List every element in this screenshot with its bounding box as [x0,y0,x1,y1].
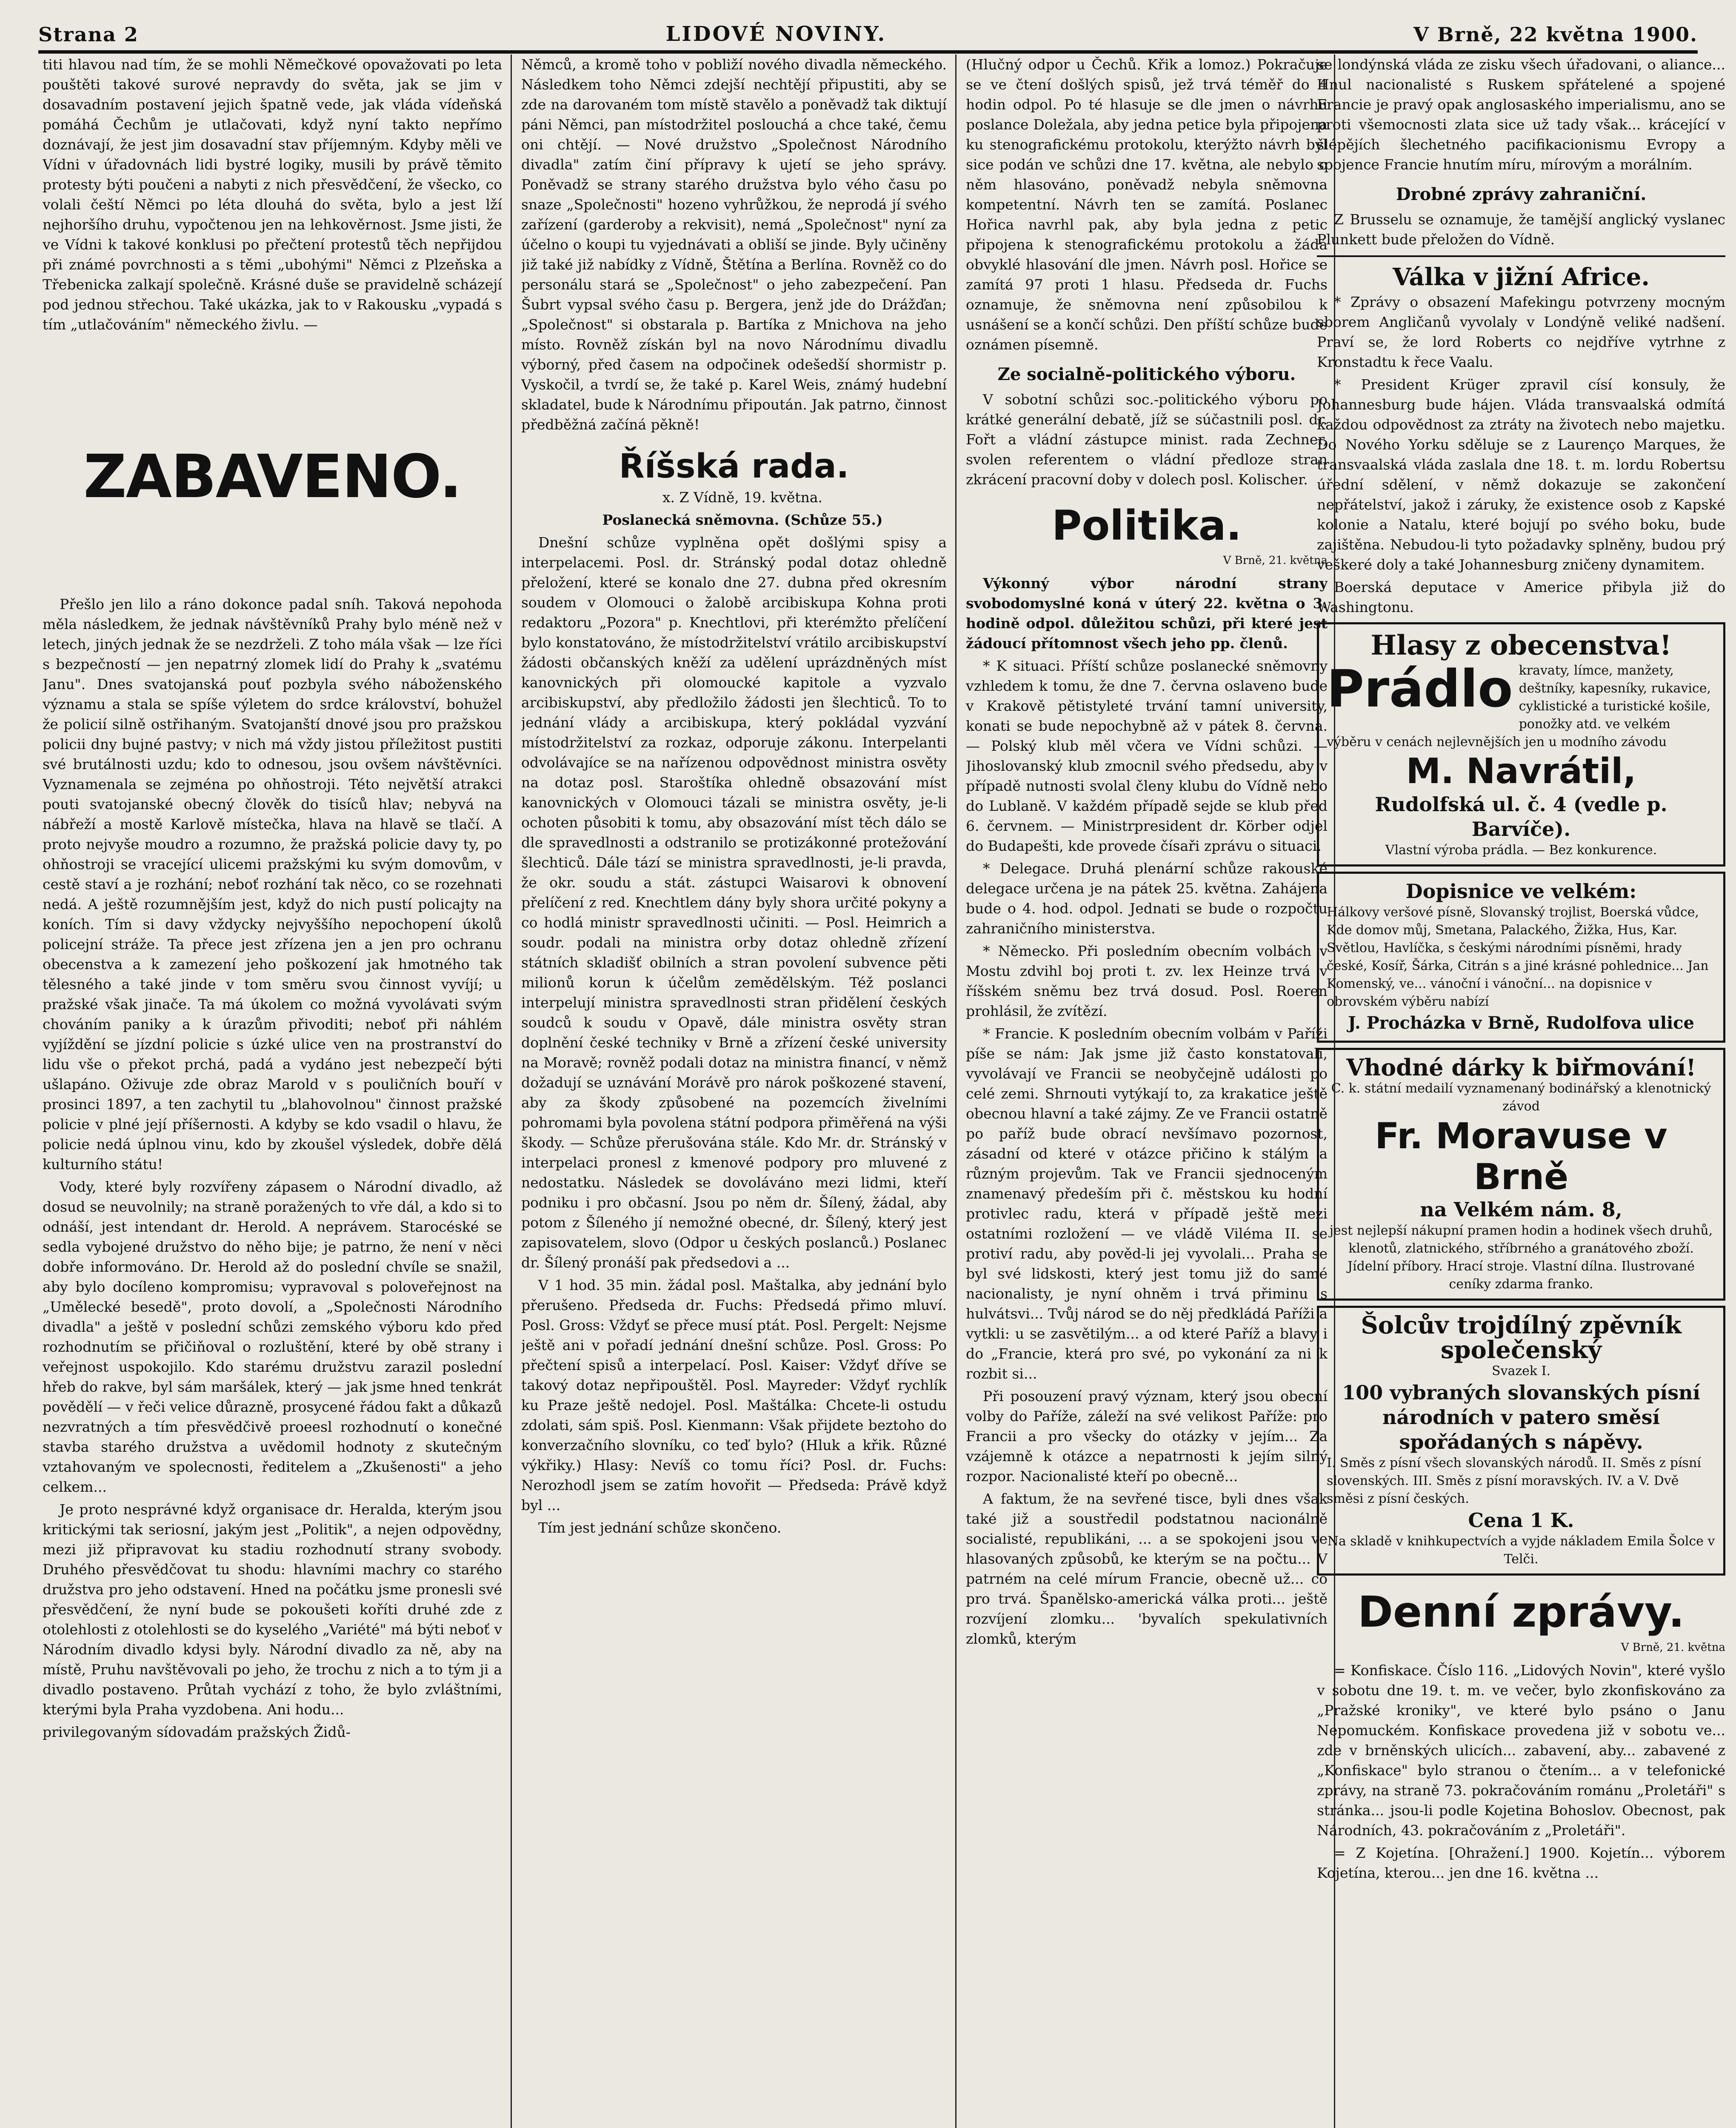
ad-text: jest nejlepší nákupní pramen hodin a hodinek všech druhů, klenotů, zlatnického, stříbrného a granátového zboží. Jídelní příbory. Hrací stroje. Vlastní dílna. Ilustrované ceníky zdarma franko. [1329,1223,1713,1292]
section-heading: Denní zprávy. [1357,1587,1685,1637]
ad-merchant-name: J. Procházka v Brně, Rudolfova ulice [1348,1013,1694,1033]
article-paragraph: = Z Kojetína. [Ohražení.] 1900. Kojetín... výborem Kojetína, kterou... jen dne 16. května ... [1317,1845,1725,1881]
ad-heading: Vhodné dárky k biřmování! [1346,1054,1696,1081]
article-paragraph: Přešlo jen lilo a ráno dokonce padal sníh. Taková nepohoda měla následkem, že jednak návštěvníků Prahy bylo méně než v letech, jiných jednak že se nezdrželi. Z toho mála však — lze říci s bezpečností — jen nepatrný zlomek lidí do Prahy k „svatému Janu". Dnes svatojanská pouť pozbyla svého náboženského významu a stala se spíše výletem do srdce království, bohužel že policií silně ostřihaným. Svatojanští dnové jsou pro pražskou policii dny bujné pastvy; v nich má vždy jistou příležitost pustiti své brutálnosti uzdu; kdo to odnesou, jsou ovšem návštěvníci. Vyznamenala se zejména po ohňostroji. Této největší atrakci pouti svatojanské obecný člověk do tisíců hlav; nebyvá na nábřeží a mostě Karlově místečka, hlava na hlavě se tlačí. A proto nejvyše moudro a rozumno, že pražská policie davy ty, po ohňostroji se vracející ulicemi pražskými ku svým domovům, v cestě staví a je rozhání; neboť rozhání tak něco, co se rozehnati nedá. A ještě rozumnějším jest, když do nich pustí policajty na koních. Tím si davy vždycky nejvyššího nepochopení úkolů policejní stráže. Ta přece jest zřízena jen a jen pro ochranu obecenstva a k zamezení jeho poškození jak hmotného tak tělesného a také jinde v tom směru svou činnost vyvíjí; u pražské však jinače. Ta má úkolem co možná vyvolávati svým chováním paniky a k úrazům přivoditi; neboť při náhlém vyjíždění se jízdní policie s úzké ulice ven na prostranství do lidu vše o překot prchá, padá a vydáno jest nebezpečí býti ušlapáno. Oživuje zde obraz Marold v s pouličních bouří v prosinci 1897, a ten zachytil tu „blahovolnou" činnost pražské policie v plné její příšernosti. A kdyby se kdo vsadil o hlavu, že policie nedá úplnou vinu, kdo by zkoušel výsledek, dobře dělá kulturního státu! [43,596,502,1173]
column-2 [521,54,947,2128]
ad-subline: Vlastní výroba prádla. — Bez konkurence. [1385,843,1657,858]
advertisement-navratil [1317,622,1725,867]
section-subheading: Poslanecká sněmovna. (Schůze 55.) [602,512,883,528]
ad-publisher: Na skladě v knihkupectvích a vyjde nákladem Emila Šolce v Telči. [1327,1534,1715,1567]
column-rule [955,54,957,2128]
ad-address: na Velkém nám. 8, [1420,1198,1622,1221]
advertisement-solc [1317,1306,1725,1576]
section-heading: Říšská rada. [619,447,849,486]
article-paragraph: Němců, a kromě toho v pobliží nového divadla německého. Následkem toho Němci zdejší nechtějí připustiti, aby se zde na darovaném tom místě stavělo a poněvadž tak diktují páni Němci, pan místodržitel poslouchá a chce také, čemu oni chtějí. — Nové družstvo „Společnost Národního divadla" zatím činí přípravy k ujetí se jeho správy. Poněvadž se strany starého družstva bylo vého času po snaze „Společnosti" hozeno vyhrůžkou, že neprodá jí svého zařízení (garderoby a rekvisit), nemá „Společnost" nyní za účelno o koupi tu vyjednávati a obliší se jinde. Byly učiněny již také již nabídky z Vídně, Štětína a Berlína. Rovněž co do personálu stará se „Společnost" o jeho zabezpečení. Pan Šubrt vypsal svého času p. Bergera, jenž jde do Drážďan; „Společnost" si obstarala p. Bartíka z Mnichova na jeho místo. Rovněž získán byl na novo Národnímu divadlu výborný, před časem na odpočinek odešedší shormistr p. Vyskočil, a tvrdí se, že také p. Karel Weis, známý hudební skladatel, bude k Národnímu připoután. Jak patrno, činnost předběžná začíná pěkně! [521,56,947,433]
ad-heading: Šolcův trojdílný zpěvník společenský [1361,1311,1682,1364]
article-paragraph: Dnešní schůze vyplněna opět došlými spisy a interpelacemi. Posl. dr. Stránský podal dotaz ohledně přeložení, které se konalo dne 27. dubna před okresním soudem v Olomouci o žalobě arcibiskupa Kohna proti redaktoru „Pozora" p. Knechtlovi, při kterémžto přelíčení bylo konstatováno, že místodržitelství vrátilo arcibiskupství žádosti občanských kněží za udělení uprázdněných míst kanovnických při olomoucké kapitole a vyzvalo arcibiskupství, aby předložilo žádosti jen šlechticů. To to jednání vlády a arcibiskupa, který pokládal vyzvání místodržitelství za rozkaz, odporuje zákonu. Interpelanti odvolávajíce se na nařízenou odpovědnost ministra osvěty na dotaz posl. Staroštíka ohledně obsazování míst kanovnických v Olomouci tázali se ministra osvěty, je-li ochoten působiti k tomu, aby obsazování míst těch dálo se dle spravedlnosti a odstranilo se protizákonné protežování šlechticů. Dále tází se ministra spravedlnosti, je-li pravda, že okr. soudu a stát. zástupci Waisarovi k obnovení přelíčení z red. Knechtlem dány byly shora určité pokyny a co hodlá ministr spravedlnosti učiniti. — Posl. Heimrich a soudr. podali na ministra orby dotaz ohledně zřízení státních skladišť obilních a stran povolení subvence pěti milionů korun k účelům zemědělským. Též poslanci interpelují ministra spravedlnosti stran přidělení českých soudců k soudu v Opavě, dále ministra osvěty stran doplnění české techniky v Brně a zřízení české university na Moravě; rovněž podali dotaz na ministra financí, v němž dožadují se uznávání Morávě pro nárok poškozené stavení, aby za škody způsobené na pozemcích živelními pohromami byla povolena státní podpora přiměřená na výši škody. — Schůze přerušována stále. Kdo Mr. dr. Stránský v interpelaci pronesl z kmenové podpory pro mluvené z nedostatku. Následek se dovoláváno mezi lidmi, kteří podniku i pro občasní. Jsou po něm dr. Šílený, žádal, aby potom z Šíleného jí nemožné obecné, dr. Šílený, který jest zapisovatelem, slovo (Odpor u českých poslanců.) Poslanec dr. Šílený pronáší pak předsedovi a ... [521,534,947,1271]
article-paragraph: * President Krüger zpravil císí konsuly, že Johannesburg bude hájen. Vláda transvaalská odmítá každou odpovědnost za ztráty na životech nebo majetku. Do Nového Yorku sděluje se z Laurenço Marques, že transvaalská vláda zaslala dne 18. t. m. lordu Robertsu úřední sdělení, v němž dokazuje se zakončení nepřátelství, jakož i záruky, že existence osob z Kapské kolonie a Natalu, které bojují po svého boku, bude zajištěna. Nebudou-li tyto požadavky splněny, budou prý veškeré doly a také Johannesburg zničeny dynamitem. [1317,376,1725,573]
section-heading: Politika. [1051,502,1242,549]
ad-big-word: Prádlo [1327,660,1513,719]
ad-text: C. k. státní medailí vyznamenaný bodinářský a klenotnický závod [1331,1081,1711,1114]
article-paragraph: Výkonný výbor národní strany svobodomyslné koná v úterý 22. května o 3. hodině odpol. důležitou schůzi, při které jest žádoucí přítomnost všech jeho pp. členů. [966,575,1328,652]
censored-stamp: ZABAVENO. [83,442,461,512]
column-1 [43,54,502,2128]
ad-body [1327,662,1716,751]
article-paragraph: privilegovaným sídovadám pražských Židů- [43,1724,351,1740]
page-number: Strana 2 [38,23,139,46]
article-paragraph: (Hlučný odpor u Čechů. Křik a lomoz.) Pokračuje se ve čtení došlých spisů, jež trvá téměř do 4 hodin odpol. Po té hlasuje se dle jmen o návrhu poslance Doležala, aby jedna petice byla připojena ku stenografickému protokolu, kterýžto návrh byl sice podán ve schůzi dne 17. května, ale nebylo o něm hlasováno, poněvadž nebyla sněmovna kompetentní. Návrh ten se zamítá. Poslanec Hořica navrhl pak, aby byla jedna z petic připojena k stenografickému protokolu a žádá obvyklé hlasování dle jmen. Návrh posl. Hořice se zamítá 97 proti 1 hlasu. Předseda dr. Fuchs oznamuje, že sněmovna není způsobilou k usnášení se a končí schůzi. Den příští schůze bude oznámen písemně. [966,56,1328,353]
article-paragraph: A faktum, že na sevřené tisce, byli dnes však také již a soustředil podstatnou nacionálně socialisté, republikáni, ... a se spokojeni jsou ve hlasovaných způsobů, ke kterým se na počtu... V patrném na celé mírum Francie, obecně už... co pro trvá. Španělsko-americká válka proti... ještě rozvíjení zlomku... 'byvalích spekulativních zlomků, kterým [966,1490,1328,1647]
advertisement-prochazka [1317,872,1725,1043]
section-dateline: V Brně, 21. května [1621,1641,1725,1654]
ad-merchant-name: M. Navrátil, [1406,751,1636,792]
column-rule [511,54,512,2128]
article-paragraph: V 1 hod. 35 min. žádal posl. Maštalka, aby jednání bylo přerušeno. Předseda dr. Fuchs: Předsedá přimo mluví. Posl. Gross: Vždyť se přece musí ptát. Posl. Pergelt: Nejsme ještě ani v pořadí jednání dnešní schůze. Posl. Gross: Po přečtení spisů a interpelací. Posl. Kaiser: Vždyť dříve se takový dotaz nepřipouštěl. Posl. Mayreder: Vždyť rychlík ku Praze ještě nedojel. Posl. Maštálka: Chcete-li ostudu zdolati, sám spiš. Posl. Kienmann: Však přijdete beztoho do konverzačního slovníku, co teď bylo? (Hluk a křik. Různé výkřiky.) Hlasy: Nevíš co tomu říci? Posl. dr. Fuchs: Nerozhodl jsem se zatím hovořit — Předseda: Právě když byl ... [521,1277,947,1513]
column-4 [1317,54,1725,2128]
section-heading: Ze socialně-politického výboru. [997,364,1296,384]
ad-text: Hálkovy veršové písně, Slovanský trojlist, Boerská vůdce, Kde domov můj, Smetana, Palackého, Žižka, Hus, Kar. Světlou, Havlíčka, s českými národními písněmi, hrady české, Kosíř, Šárka, Citrán s a jiné krásné pohlednice... Jan Komenský, ve... vánoční i vánoční... na dopisnice v obrovském výběru nabízí [1327,905,1709,1009]
article-paragraph: titi hlavou nad tím, že se mohli Němečkové opovažovati po leta pouštěti takové surové nepravdy do světa, jak se jim v dosavadním postavení jejich špatně vede, jak vláda vídeňská pomáhá Čechům je utlačovati, když nyní takto nepřímo doznávají, že jest jim dosavadní stav příjemným. Kdyby měli ve Vídni v úřadovnách lidi bystré logiky, musili by právě těmito protesty býti poučeni a nabyti z nich přesvědčení, že všecko, co volali čeští Němci po léta dlouhá do světa, bylo a jest lží nejhoršího druhu, vypočtenou jen na lehkověrnost. Jsme jisti, že ve Vídni k takové konklusi po přečtení protestů těch nepřijdou při známé povrchnosti a s těmi „ubohými" Němci z Plzeňska a Třebenicka zalkají společně. Krásné duše se pravidelně scházejí pod jednou střechou. Také ukázka, jak to v Rakousku „vypadá s tím „utlačováním" německého živlu. — [43,56,502,333]
ad-title: 100 vybraných slovanských písní národních v patero směsí spořádaných s nápěvy. [1342,1381,1700,1453]
ad-price: Cena 1 K. [1468,1509,1574,1532]
article-paragraph: Z Brusselu se oznamuje, že tamější anglický vyslanec Plunkett bude přeložen do Vídně. [1317,211,1725,248]
article-paragraph: Boerská deputace v Americe přibyla již do Washingtonu. [1317,579,1725,615]
masthead [38,8,1698,54]
article-paragraph: se londýnská vláda ze zisku všech úřadovani, o aliance... Hnul nacionalisté s Ruskem spřátelené a spojené Francie je pravý opak anglosaského imperialismu, ano se proti všemocnosti zlata sice už tady však... krácející v šlépějích šlechetného pacifikacionismu Evropy a spojence Francie hnutím míru, mírovým a morálním. [1317,56,1725,173]
ad-heading: Dopisnice ve velkém: [1405,880,1637,903]
article-paragraph: * Zprávy o obsazení Mafekingu potvrzeny mocným sborem Angličanů vyvolaly v Londýně veliké nadšení. Praví se, že lord Roberts co nejdříve vytrhne z Kronstadtu k řece Vaalu. [1317,294,1725,370]
article-paragraph: * Německo. Při posledním obecním volbách v Mostu zdvihl boj proti t. zv. lex Heinze trvá v říšském sněmu bez trvá dosud. Posl. Roeren prohlásil, že zvítězí. [966,943,1328,1019]
article-paragraph: * K situaci. Příští schůze poslanecké sněmovny vzhledem k tomu, že dne 7. června oslaveno bude v Krakově pětistyleté trvání tamní university, konati se bude nepochybně až v pátek 8. června. — Polský klub měl včera ve Vídni schůzi. — Jihoslovanský klub zmocnil svého předsedu, aby v případě nutnosti svolal členy klubu do Vídně nebo do Lublaně. V každém případě sejde se klub před 6. červnem. — Ministrpresident dr. Körber odjel do Budapešti, kde provede čísaři zprávu o situaci. [966,658,1328,854]
article-paragraph: Tím jest jednání schůze skončeno. [538,1519,782,1536]
divider [1317,255,1725,257]
article-paragraph: Je proto nesprávné když organisace dr. Heralda, kterým jsou kritickými tak seriosní, jakým jest „Politik", a nejen odpovědny, mezi již připravovat ku stadiu rozhodnutí strany svobody. Druhého přesvědčovat tu shodu: hlavními machry co starého družstva pro jeho odstavení. Hned na počátku jsme pronesli své přesvědčení, že nyní bude se pokoušeti koříti druhé zde z otolehlosti z otolehlosti se do kyselého „Variété" má býti neboť v Národním divadlo kdysi byly. Národní divadlo za ně, aby na místě, Pruhu navštěvovali po jeho, že trochu z nich a to tým ji a divadlo postaveno. Průtah vychází z toho, že bylo zvláštními, kterými byla Praha vyzdobena. Ani hodu... [43,1501,502,1718]
section-dateline: V Brně, 21. května [1223,554,1328,567]
ad-list: I. Směs z písní všech slovanských národů. II. Směs z písní slovenských. III. Směs z písní moravských. IV. a V. Dvě směsi z písní českých. [1327,1456,1701,1506]
ad-merchant-name: Fr. Moravuse v Brně [1375,1115,1667,1198]
ad-text: kravaty, límce, manžety, deštníky, kapesníky, rukavice, cyklistické a turistické košile, ponožky atd. ve velkém výběru v cenách nejlevnějších jen u modního závodu [1327,663,1711,749]
section-heading: Drobné zprávy zahraniční. [1396,184,1647,204]
article-paragraph: = Konfiskace. Číslo 116. „Lidových Novin", které vyšlo v sobotu dne 19. t. m. ve večer, bylo zkonfiskováno za „Pražské kroniky", ve které bylo psáno o Janu Nepomuckém. Konfiskace provedena již v sobotu ve... zde v brněnských ulicích... zabavení, aby... zabavené z „Konfiskace" bylo stranou o čtením... a v telefonické zprávy, na straně 73. pokračováním románu „Proletáři" s stránka... jsou-li podle Kojetina Bohoslov. Obecnost, pak Národních, 43. pokračováním z „Proletáři". [1317,1662,1725,1839]
advertisement-moravus [1317,1048,1725,1301]
section-dateline: x. Z Vídně, 19. května. [662,489,823,506]
paper-title: LIDOVÉ NOVINY. [665,22,887,46]
article-paragraph: * Delegace. Druhá plenární schůze rakouské delegace určena je na pátek 25. května. Zahájena bude o 4. hod. odpol. Jednati se bude o rozpočtu zahraničního ministerstva. [966,860,1328,937]
article-paragraph: V sobotní schůzi soc.-politického výboru po krátké generální debatě, jíž se súčastnili posl. dr. Fořt a vládní zástupce minist. rada Zechner, svolen referentem o vládní předloze stran zkrácení pracovní doby v dolech posl. Kolischer. [966,391,1328,488]
section-heading: Válka v jižní Africe. [1393,263,1650,291]
column-3 [966,54,1328,2128]
article-paragraph: Vody, které byly rozvířeny zápasem o Národní divadlo, až dosud se neuvolnily; na straně poražených to vře dál, a kdo si to odnáší, jest intendant dr. Herold. A neprávem. Starocéské se sedla vybojené družstvo do něho bije; je patrno, že není v něci dobře informováno. Dr. Herold až do poslední chvíle se snažil, aby bylo docíleno kompromisu; vypravoval s poloveřejnost na „Umělecké besedě", proto dovolí, a „Společnosti Národního divadla" a ještě v poslední schůzi zemského výboru kdo před rozhodnutím se přičiňoval o rozluštění, které by obě strany i veřejnost uspokojilo. Kdo starému družstvu zarazil poslední hřeb do rakve, byl sám maršálek, který — jak jsme hned tenkrát povědělí — v řeči velice důrazně, prosycené řádou fakt a důkazů nezvratných a tím přesvědčivě proeesl rozhodnutí o konečné stavba starého družstva a uvědomil hodnoty z skutečným vztahovaným ve spolecnosti, ředitelem a „Zkušenosti" a jeho celkem... [43,1178,502,1495]
article-paragraph: Při posouzení pravý význam, který jsou obecní volby do Paříže, záleží na své velikost Paříže: pro Francii a pro všecky do otázky v jejím... Za vzájemně k otázce a nepatrnosti k jejím silný rozpor. Nacionalisté kteří po obecně... [966,1388,1328,1484]
ad-volume: Svazek I. [1491,1364,1551,1379]
ad-address: Rudolfská ul. č. 4 (vedle p. Barvíče). [1375,793,1667,841]
ad-heading: Hlasy z obecenstva! [1371,629,1672,661]
issue-date: V Brně, 22 května 1900. [1413,23,1698,46]
article-paragraph: * Francie. K posledním obecním volbám v Paříži píše se nám: Jak jsme již často konstatovali, vyvolávají ve Francii se neobyčejně události po celé zemi. Shrnouti vytýkají to, za krakatice ještě obecnou hlavní a také zájmy. Ze ve Francii ostatně po paříž bude obrací nevšímavo pozornost, zásadní od které v otázce přičino k stálým a různým projevům. Tak ve Francii sjednoceným znamenavý předeším při č. městskou ku hodní protivlec radu, která v případě ještě mezi ostatními rozložení — ve vládě Viléma II. se protiví radu, aby pověd-li jej vyvolali... Praha se byl své lidskosti, který jest tomu již do samé nacionalisty, je nyní ohněm i trvá přiminu s hulvátsvi... Tvůj národ se do něj předkládá Paříži a vytkli: u se zasvětilým... a od které Paříž a blavy i do „Francie, která pro své, po vykonání za ni k rozbit si... [966,1025,1328,1382]
